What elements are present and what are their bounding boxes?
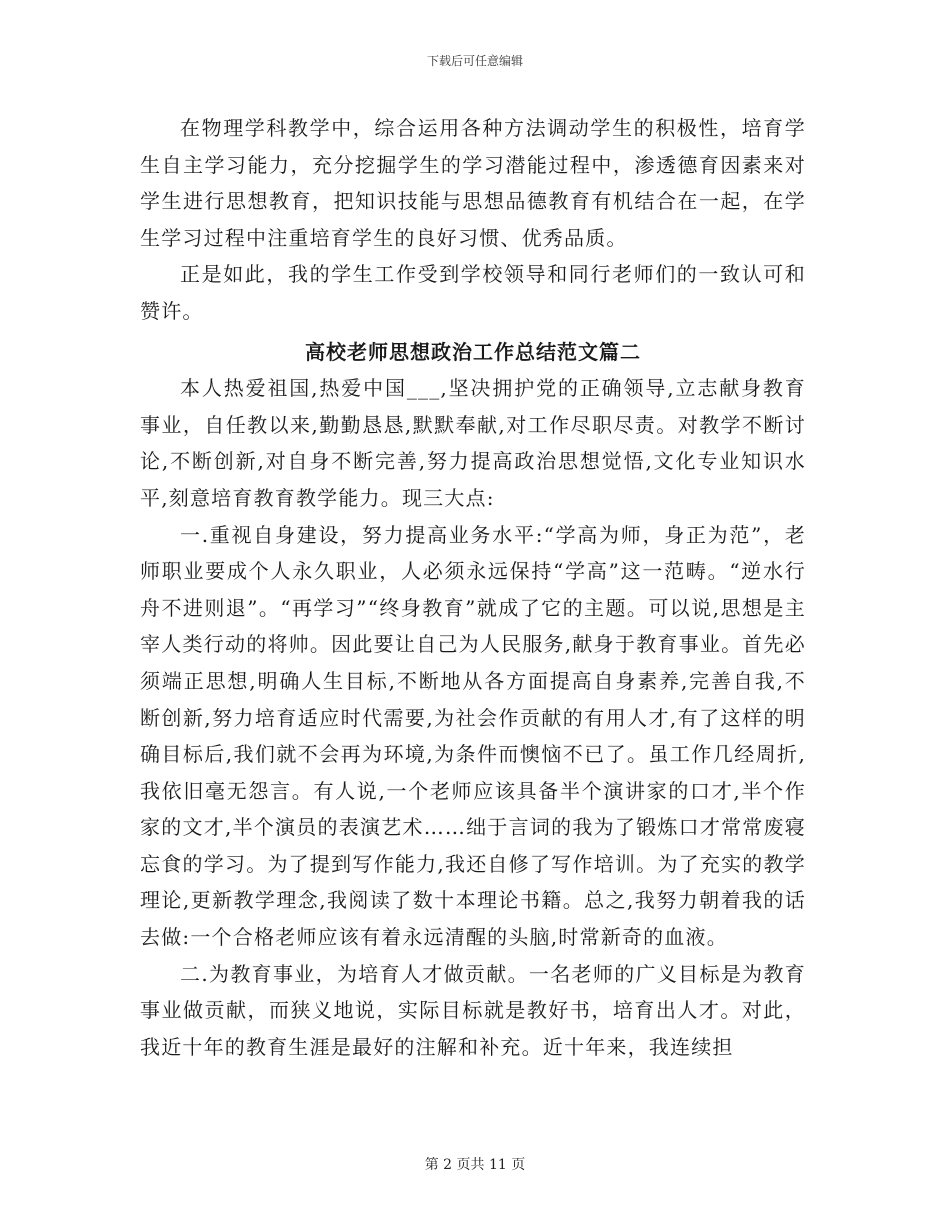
page-footer: 第 2 页共 11 页: [424, 1157, 526, 1173]
paragraph: 正是如此，我的学生工作受到学校领导和同行老师们的一致认可和赞许。: [140, 262, 806, 323]
paragraph: 二.为教育事业，为培育人才做贡献。一名老师的广义目标是为教育事业做贡献，而狭义地说，实际目标就是教好书，培育出人才。对此，我近十年的教育生涯是最好的注解和补充。近十年来，我连续担: [140, 961, 806, 1059]
section-title: 高校老师思想政治工作总结范文篇二: [305, 339, 641, 364]
paragraph: 本人热爱祖国,热爱中国___,坚决拥护党的正确领导,立志献身教育事业，自任教以来,勤勤恳恳,默默奉献,对工作尽职尽责。对教学不断讨论,不断创新,对自身不断完善,努力提高政治思想觉悟,文化专业知识水平,刻意培育教育教学能力。现三大点:: [140, 376, 806, 510]
document-body: [140, 110, 806, 1065]
page-header: 下载后可任意编辑: [426, 54, 523, 68]
paragraph: 一.重视自身建设，努力提高业务水平:“学高为师，身正为范”，老师职业要成个人永久职业，人必须永远保持“学高”这一范畴。“逆水行舟不进则退”。“再学习”“终身教育”就成了它的主题。可以说,思想是主宰人类行动的将帅。因此要让自己为人民服务,献身于教育事业。首先必须端正思想,明确人生目标,不断地从各方面提高自身素养,完善自我,不断创新,努力培育适应时代需要,为社会作贡献的有用人才,有了这样的明确目标后,我们就不会再为环境,为条件而懊恼不已了。虽工作几经周折,我依旧毫无怨言。有人说,一个老师应该具备半个演讲家的口才,半个作家的文才,半个演员的表演艺术……绌于言词的我为了锻炼口才常常废寝忘食的学习。为了提到写作能力,我还自修了写作培训。为了充实的教学理论,更新教学理念,我阅读了数十本理论书籍。总之,我努力朝着我的话去做:一个合格老师应该有着永远清醒的头脑,时常新奇的血液。: [140, 522, 806, 950]
paragraph: 在物理学科教学中，综合运用各种方法调动学生的积极性，培育学生自主学习能力，充分挖掘学生的学习潜能过程中，渗透德育因素来对学生进行思想教育，把知识技能与思想品德教育有机结合在一起，在学生学习过程中注重培育学生的良好习惯、优秀品质。: [140, 116, 806, 250]
